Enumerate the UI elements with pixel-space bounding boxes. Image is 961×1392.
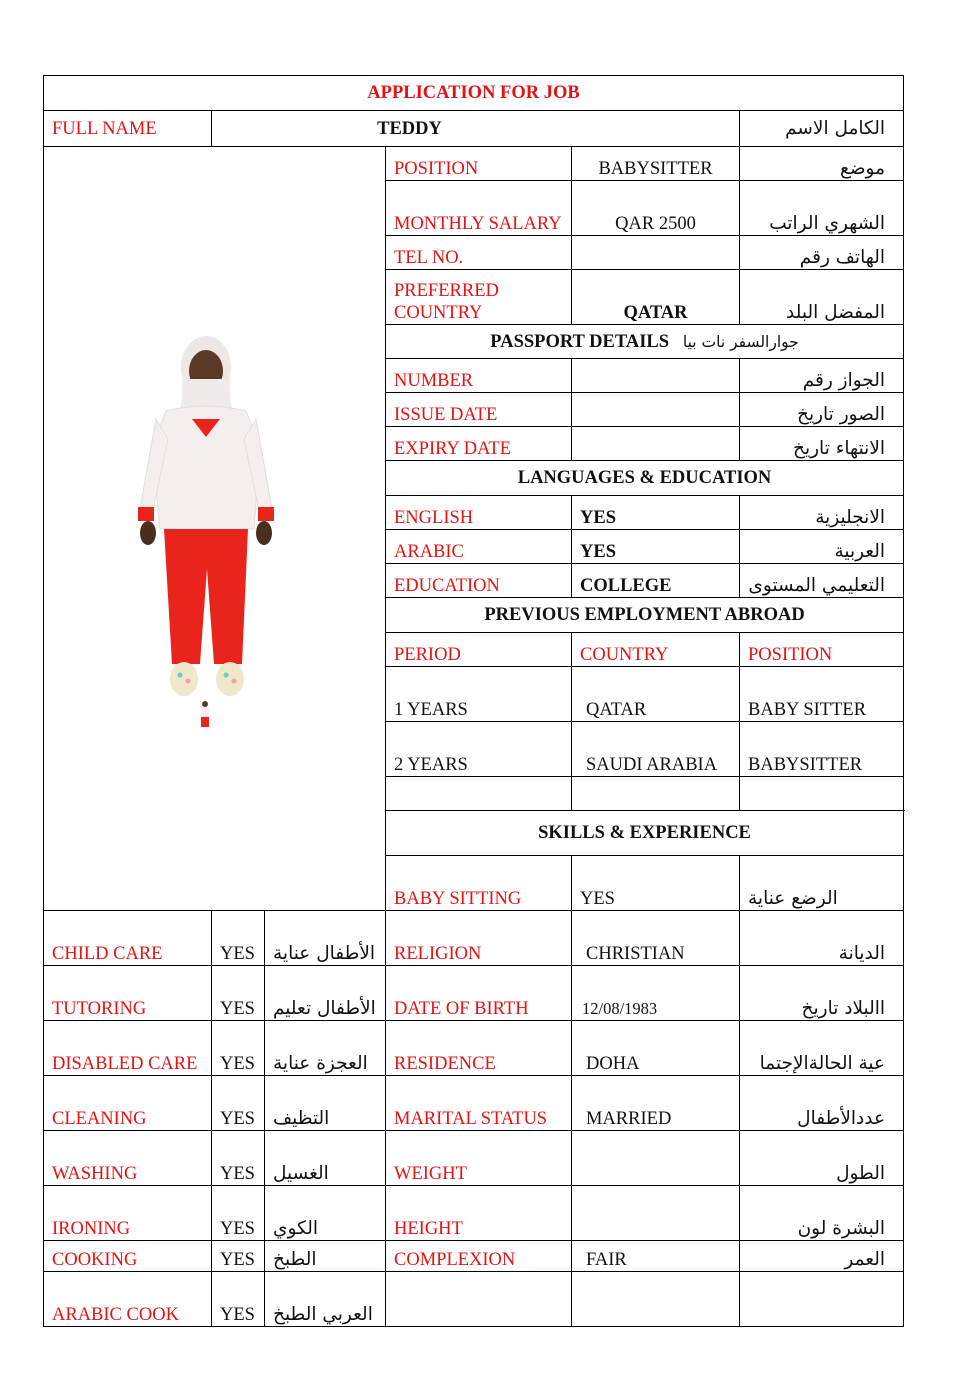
skill-ar: التظيف (265, 1076, 386, 1131)
english-label: ENGLISH (386, 496, 572, 530)
personal-empty-cell (572, 1272, 740, 1327)
country-label: PREFERRED COUNTRY (386, 270, 572, 325)
issue-date-label: ISSUE DATE (386, 393, 572, 427)
employment-position: BABY SITTER (740, 667, 904, 722)
full-name-label: FULL NAME (44, 111, 212, 147)
employment-heading: PREVIOUS EMPLOYMENT ABROAD (386, 598, 904, 633)
position-value: BABYSITTER (572, 147, 740, 181)
personal-label: RESIDENCE (386, 1021, 572, 1076)
skill-label: TUTORING (44, 966, 212, 1021)
skill-ar: الغسيل (265, 1131, 386, 1186)
employment-country: SAUDI ARABIA (572, 722, 740, 777)
skill-value: YES (572, 856, 740, 911)
skill-label: WASHING (44, 1131, 212, 1186)
english-value: YES (572, 496, 740, 530)
education-label: EDUCATION (386, 564, 572, 598)
skill-value: YES (212, 1186, 265, 1241)
employment-empty-cell (740, 777, 904, 811)
personal-value: MARRIED (572, 1076, 740, 1131)
skills-heading: SKILLS & EXPERIENCE (386, 811, 904, 856)
personal-ar: العمر (740, 1241, 904, 1272)
skill-label: BABY SITTING (386, 856, 572, 911)
passport-heading-ar: جوارالسفر نات بيا (682, 332, 799, 351)
skill-label: DISABLED CARE (44, 1021, 212, 1076)
personal-value: DOHA (572, 1021, 740, 1076)
position-ar: موضع (740, 147, 904, 181)
personal-value (572, 1131, 740, 1186)
expiry-date-ar: الانتهاء تاريخ (740, 427, 904, 461)
passport-number-value (572, 359, 740, 393)
full-name-ar: الكامل الاسم (740, 111, 904, 147)
skill-ar: الأطفال عناية (265, 911, 386, 966)
country-value: QATAR (572, 270, 740, 325)
position-label: POSITION (386, 147, 572, 181)
passport-heading-en: PASSPORT DETAILS (490, 331, 670, 352)
country-ar: المفضل البلد (740, 270, 904, 325)
education-value: COLLEGE (572, 564, 740, 598)
arabic-value: YES (572, 530, 740, 564)
arabic-label: ARABIC (386, 530, 572, 564)
skill-value: YES (212, 1076, 265, 1131)
personal-empty-cell (386, 1272, 572, 1327)
skill-label: ARABIC COOK (44, 1272, 212, 1327)
skill-label: CLEANING (44, 1076, 212, 1131)
employment-col-country: COUNTRY (572, 633, 740, 667)
personal-label: DATE OF BIRTH (386, 966, 572, 1021)
issue-date-ar: الصور تاريخ (740, 393, 904, 427)
expiry-date-value (572, 427, 740, 461)
personal-label: MARITAL STATUS (386, 1076, 572, 1131)
full-name-value: TEDDY (212, 111, 740, 147)
skill-ar: الكوي (265, 1186, 386, 1241)
skill-ar: الأطفال تعليم (265, 966, 386, 1021)
skill-value: YES (212, 1131, 265, 1186)
personal-value: 12/08/1983 (572, 966, 740, 1021)
passport-heading (386, 325, 904, 359)
arabic-ar: العربية (740, 530, 904, 564)
personal-value: CHRISTIAN (572, 911, 740, 966)
photo-cell (44, 147, 386, 911)
english-ar: الانجليزية (740, 496, 904, 530)
passport-number-label: NUMBER (386, 359, 572, 393)
personal-ar: عية الحالةالإجتما (740, 1021, 904, 1076)
skill-label: COOKING (44, 1241, 212, 1272)
personal-label: HEIGHT (386, 1186, 572, 1241)
salary-value: QAR 2500 (572, 181, 740, 236)
personal-value (572, 1186, 740, 1241)
skill-value: YES (212, 966, 265, 1021)
personal-label: RELIGION (386, 911, 572, 966)
passport-number-ar: الجواز رقم (740, 359, 904, 393)
application-form (43, 75, 903, 1325)
form-table (43, 75, 904, 1327)
personal-ar: الطول (740, 1131, 904, 1186)
skill-label: IRONING (44, 1186, 212, 1241)
employment-period: 1 YEARS (386, 667, 572, 722)
salary-label: MONTHLY SALARY (386, 181, 572, 236)
personal-label: WEIGHT (386, 1131, 572, 1186)
employment-col-position: POSITION (740, 633, 904, 667)
personal-value: FAIR (572, 1241, 740, 1272)
form-title: APPLICATION FOR JOB (44, 76, 904, 111)
skill-ar: العربي الطبخ (265, 1272, 386, 1327)
skill-ar: العجزة عناية (265, 1021, 386, 1076)
personal-ar: البشرة لون (740, 1186, 904, 1241)
personal-label: COMPLEXION (386, 1241, 572, 1272)
employment-position: BABYSITTER (740, 722, 904, 777)
languages-heading: LANGUAGES & EDUCATION (386, 461, 904, 496)
salary-ar: الشهري الراتب (740, 181, 904, 236)
skill-value: YES (212, 1021, 265, 1076)
education-ar: التعليمي المستوى (740, 564, 904, 598)
skill-value: YES (212, 1241, 265, 1272)
employment-empty-cell (386, 777, 572, 811)
skill-value: YES (212, 1272, 265, 1327)
employment-empty-cell (572, 777, 740, 811)
employment-col-period: PERIOD (386, 633, 572, 667)
issue-date-value (572, 393, 740, 427)
tel-value (572, 236, 740, 270)
skill-value: YES (212, 911, 265, 966)
personal-ar: عددالأطفال (740, 1076, 904, 1131)
skill-ar: الطبخ (265, 1241, 386, 1272)
expiry-date-label: EXPIRY DATE (386, 427, 572, 461)
tel-ar: الهاتف رقم (740, 236, 904, 270)
applicant-photo (64, 319, 322, 739)
skill-ar: الرضع عناية (740, 856, 904, 911)
tel-label: TEL NO. (386, 236, 572, 270)
skill-label: CHILD CARE (44, 911, 212, 966)
employment-country: QATAR (572, 667, 740, 722)
personal-ar: االبلاد تاريخ (740, 966, 904, 1021)
personal-ar: الديانة (740, 911, 904, 966)
employment-period: 2 YEARS (386, 722, 572, 777)
personal-empty-cell (740, 1272, 904, 1327)
